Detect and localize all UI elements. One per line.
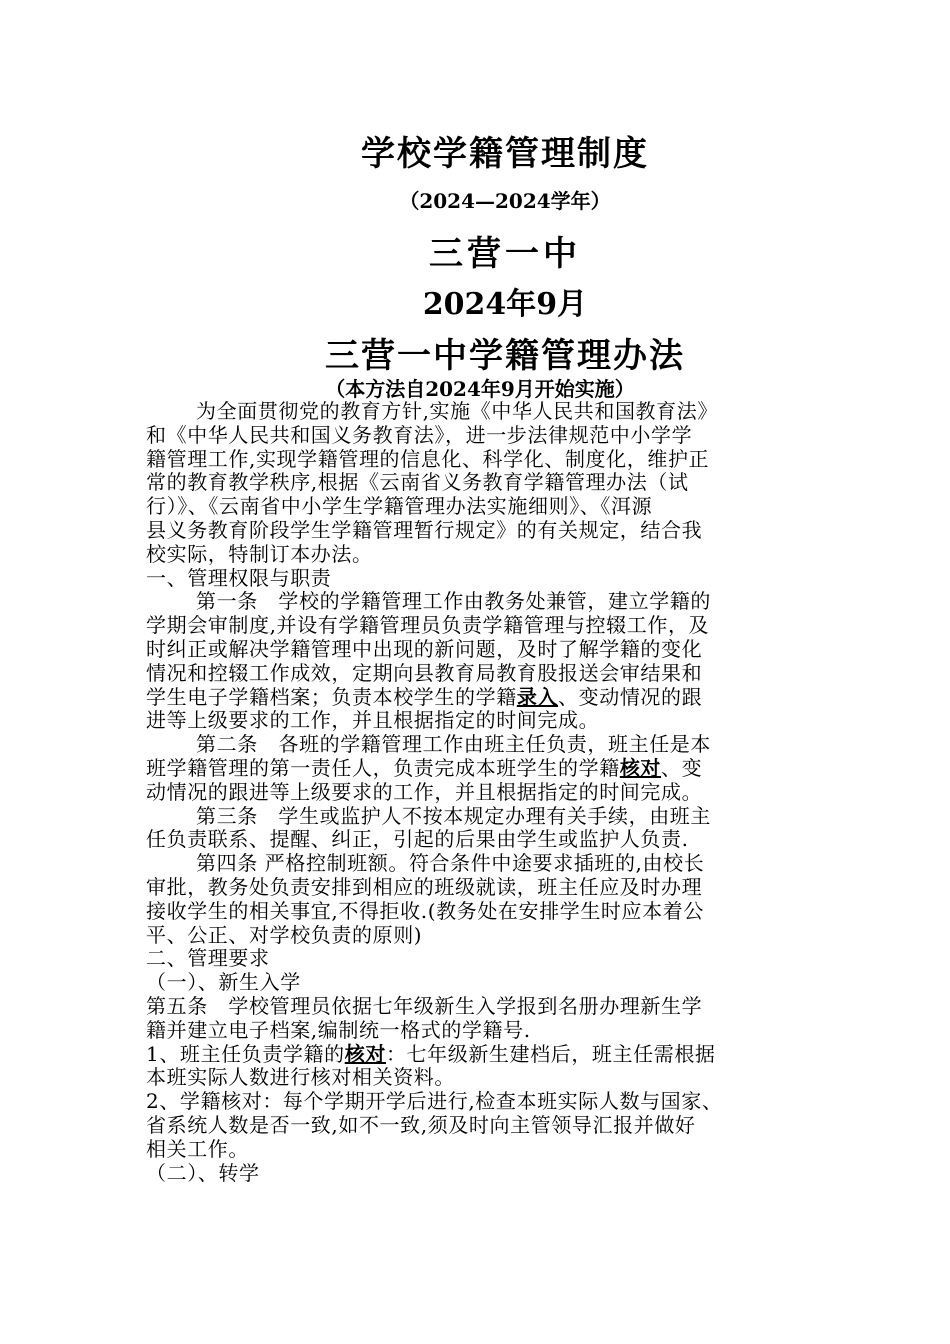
section-title: 三营一中学籍管理办法 [325,336,685,376]
article-line: 第三条 学生或监护人不按本规定办理有关手续，由班主 [196,803,711,828]
paragraph-line: 县义务教育阶段学生学籍管理暂行规定》的有关规定，结合我 [146,517,703,542]
text-run: 、变 [661,755,703,780]
article-line [146,757,811,781]
text-run: 、变动情况的跟 [558,684,703,709]
subsection-heading: （一）、新生入学 [146,970,301,995]
underlined-term: 录入 [516,684,559,709]
article-line: 本班实际人数进行核对相关资料。 [146,1065,455,1090]
article-line: 第五条 学校管理员依据七年级新生入学报到名册办理新生学 [146,993,703,1018]
article-line [146,1043,811,1067]
paragraph-line: 籍管理工作,实现学籍管理的信息化、科学化、制度化，维护正 [146,446,710,471]
article-line: 平、公正、对学校负责的原则) [146,922,423,947]
text-run: ：七年级新生建档后，班主任需根据 [385,1041,716,1066]
article-line [146,686,811,710]
article-line: 进等上级要求的工作，并且根据指定的时间完成。 [146,708,600,733]
article-line: 任负责联系、提醒、纠正，引起的后果由学生或监护人负责. [146,827,689,852]
text-run: 1、班主任负责学籍的 [146,1041,345,1066]
subsection-heading: （二）、转学 [146,1160,260,1185]
document-title: 学校学籍管理制度 [361,134,649,174]
article-line: 审批，教务处负责安排到相应的班级就读，班主任应及时办理 [146,874,703,899]
school-name: 三营一中 [429,234,581,274]
article-line: 学期会审制度,并设有学籍管理员负责学籍管理与控辍工作，及 [146,613,710,638]
article-line: 第四条 严格控制班额。符合条件中途要求插班的,由校长 [196,851,705,876]
article-line: 省系统人数是否一致,如不一致,须及时向主管领导汇报并做好 [146,1112,696,1137]
article-line: 时纠正或解决学籍管理中出现的新问题，及时了解学籍的变化 [146,636,703,661]
paragraph-line: 常的教育教学秩序,根据《云南省义务教育学籍管理办法（试 [146,470,689,495]
underlined-term: 核对 [619,755,662,780]
chapter-heading: 一、管理权限与职责 [146,565,332,590]
paragraph-line: 和《中华人民共和国义务教育法》，进一步法律规范中小学学 [146,422,693,447]
text-run: 学生电子学籍档案；负责本校学生的学籍 [146,684,517,709]
article-line: 接收学生的相关事宜,不得拒收.(教务处在安排学生时应本着公 [146,898,704,923]
paragraph-line: 为全面贯彻党的教育方针,实施《中华人民共和国教育法》 [196,399,718,423]
article-line: 动情况的跟进等上级要求的工作，并且根据指定的时间完成。 [146,779,703,804]
chapter-heading: 二、管理要求 [146,946,270,971]
text-run: 班学籍管理的第一责任人，负责完成本班学生的学籍 [146,755,620,780]
paragraph-line: 行）》、《云南省中小学生学籍管理办法实施细则》、《洱源 [146,494,653,519]
school-year: （2024—2024学年） [399,189,611,213]
article-line: 第二条 各班的学籍管理工作由班主任负责，班主任是本 [196,732,711,757]
article-line: 第一条 学校的学籍管理工作由教务处兼管，建立学籍的 [196,589,711,614]
article-line: 2、学籍核对：每个学期开学后进行,检查本班实际人数与国家、 [146,1089,723,1114]
article-line: 相关工作。 [146,1136,249,1161]
effective-note: （本方法自2024年9月开始实施） [325,377,635,401]
document-body [146,400,811,1185]
document-date: 2024年9月 [422,287,588,322]
paragraph-line: 校实际，特制订本办法。 [146,541,373,566]
article-line: 情况和控辍工作成效，定期向县教育局教育股报送会审结果和 [146,660,703,685]
underlined-term: 核对 [344,1041,386,1066]
article-line: 籍并建立电子档案,编制统一格式的学籍号. [146,1017,531,1042]
